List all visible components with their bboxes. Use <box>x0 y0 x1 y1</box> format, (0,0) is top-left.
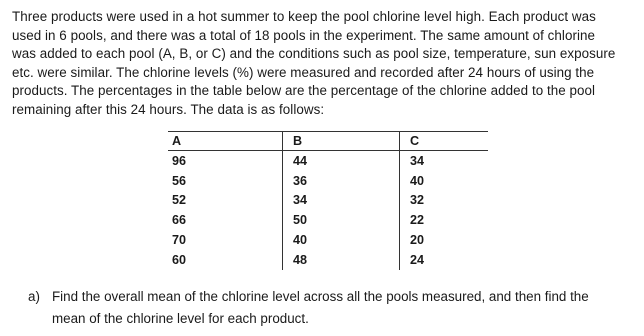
statement-line: was added to each pool (A, B, or C) and the conditions such as pool size, temperature, sun exposure <box>12 46 616 62</box>
table-cell: 40 <box>400 171 489 191</box>
table-cell: 22 <box>400 210 489 230</box>
statement-line: products. The percentages in the table below are the percentage of the chlorine added to the pool <box>12 83 596 99</box>
table-row <box>168 210 488 230</box>
table-cell: 50 <box>283 210 400 230</box>
table-cell: 36 <box>283 171 400 191</box>
table-cell: 60 <box>172 252 187 267</box>
column-header-c: C <box>400 132 489 151</box>
table-cell: 48 <box>283 250 400 270</box>
table-row <box>168 151 488 171</box>
table-header-row <box>168 132 488 151</box>
table-row <box>168 191 488 211</box>
table-cell: 24 <box>400 250 489 270</box>
table-cell: 32 <box>400 191 489 211</box>
table-cell: 44 <box>283 151 400 171</box>
table-cell: 96 <box>172 153 187 168</box>
question-line: Find the overall mean of the chlorine level across all the pools measured, and then find the <box>52 289 589 304</box>
table-cell: 40 <box>283 230 400 250</box>
table-cell: 66 <box>172 213 187 228</box>
column-header-b: B <box>283 132 400 151</box>
table-row <box>168 171 488 191</box>
column-header-a: A <box>168 132 283 151</box>
table-row <box>168 230 488 250</box>
statement-line: etc. were similar. The chlorine levels (%) were measured and recorded after 24 hours of using the <box>12 64 595 80</box>
question-a <box>28 286 628 330</box>
statement-line: Three products were used in a hot summer to keep the pool chlorine level high. Each product was <box>12 9 596 24</box>
table-cell: 70 <box>172 233 187 248</box>
problem-statement <box>12 8 632 120</box>
table-cell: 56 <box>172 173 187 188</box>
table-cell: 34 <box>283 191 400 211</box>
table-cell: 34 <box>400 151 489 171</box>
question-line: mean of the chlorine level for each product. <box>52 311 309 326</box>
statement-line: remaining after this 24 hours. The data is as follows: <box>12 101 325 117</box>
chlorine-data-table <box>168 131 488 270</box>
table-cell: 20 <box>400 230 489 250</box>
statement-line: used in 6 pools, and there was a total of 18 pools in the experiment. The same amount of chlorine <box>12 27 595 43</box>
table-cell: 52 <box>172 193 187 208</box>
question-label: a) <box>28 289 40 304</box>
table-row <box>168 250 488 270</box>
